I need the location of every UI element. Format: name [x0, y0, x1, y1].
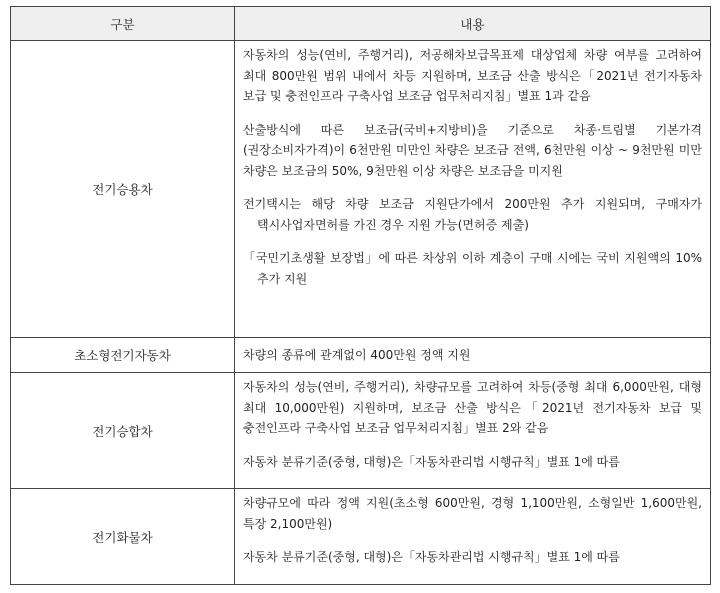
- content-cell: [235, 41, 711, 338]
- subsidy-table-container: [10, 6, 710, 585]
- content-paragraph: 차량의 종류에 관계없이 400만원 정액 지원: [243, 347, 471, 362]
- header-category: 구분: [11, 7, 235, 41]
- content-cell: [235, 373, 711, 489]
- subsidy-table: [10, 6, 711, 585]
- content-cell: [235, 489, 711, 585]
- table-row-truck: [11, 489, 711, 585]
- table-row-bus: [11, 373, 711, 489]
- content-paragraph: 차량규모에 따라 정액 지원(초소형 600만원, 경형 1,100만원, 소형일반 1,600만원, 특장 2,100만원): [243, 496, 702, 531]
- category-cell: 초소형전기자동차: [11, 338, 235, 373]
- table-row-passenger: [11, 41, 711, 338]
- content-paragraph: 자동차의 성능(연비, 주행거리), 차량규모를 고려하여 차등(중형 최대 6,000만원, 대형 최대 10,000만원) 지원하며, 보조금 산출 방식은「2021년 전기자동차 보급 및 충전인프라 구축사업 보조금 업무처리지침」별표 2와 같음: [243, 380, 702, 435]
- table-row-micro: [11, 338, 711, 373]
- table-header-row: [11, 7, 711, 41]
- content-cell: [235, 338, 711, 373]
- content-paragraph: 전기택시는 해당 차량 보조금 지원단가에서 200만원 추가 지원되며, 구매자가 택시사업자면허를 가진 경우 지원 가능(면허증 제출): [243, 197, 702, 232]
- content-paragraph: 자동차 분류기준(중형, 대형)은「자동차관리법 시행규칙」별표 1에 따름: [243, 454, 620, 469]
- category-cell: 전기승용차: [11, 41, 235, 338]
- content-paragraph: 산출방식에 따른 보조금(국비+지방비)을 기준으로 차종·트림별 기본가격(권장소비자가격)이 6천만원 미만인 차량은 보조금 전액, 6천만원 이상 ~ 9천만원 미만 차량은 보조금의 50%, 9천만원 이상 차량은 보조금을 미지원: [243, 122, 702, 178]
- header-content: 내용: [235, 7, 711, 41]
- content-paragraph: 자동차 분류기준(중형, 대형)은「자동차관리법 시행규칙」별표 1에 따름: [243, 550, 620, 564]
- content-paragraph: 자동차의 성능(연비, 주행거리), 저공해차보급목표제 대상업체 차량 여부를 고려하여 최대 800만원 범위 내에서 차등 지원하며, 보조금 산출 방식은「2021년 전기자동차 보급 및 충전인프라 구축사업 보조금 업무처리지침」별표 1과 같음: [243, 48, 702, 103]
- category-cell: 전기승합차: [11, 373, 235, 489]
- category-cell: 전기화물차: [11, 489, 235, 585]
- content-paragraph: 「국민기초생활 보장법」에 따른 차상위 이하 계층이 구매 시에는 국비 지원액의 10% 추가 지원: [243, 251, 702, 286]
